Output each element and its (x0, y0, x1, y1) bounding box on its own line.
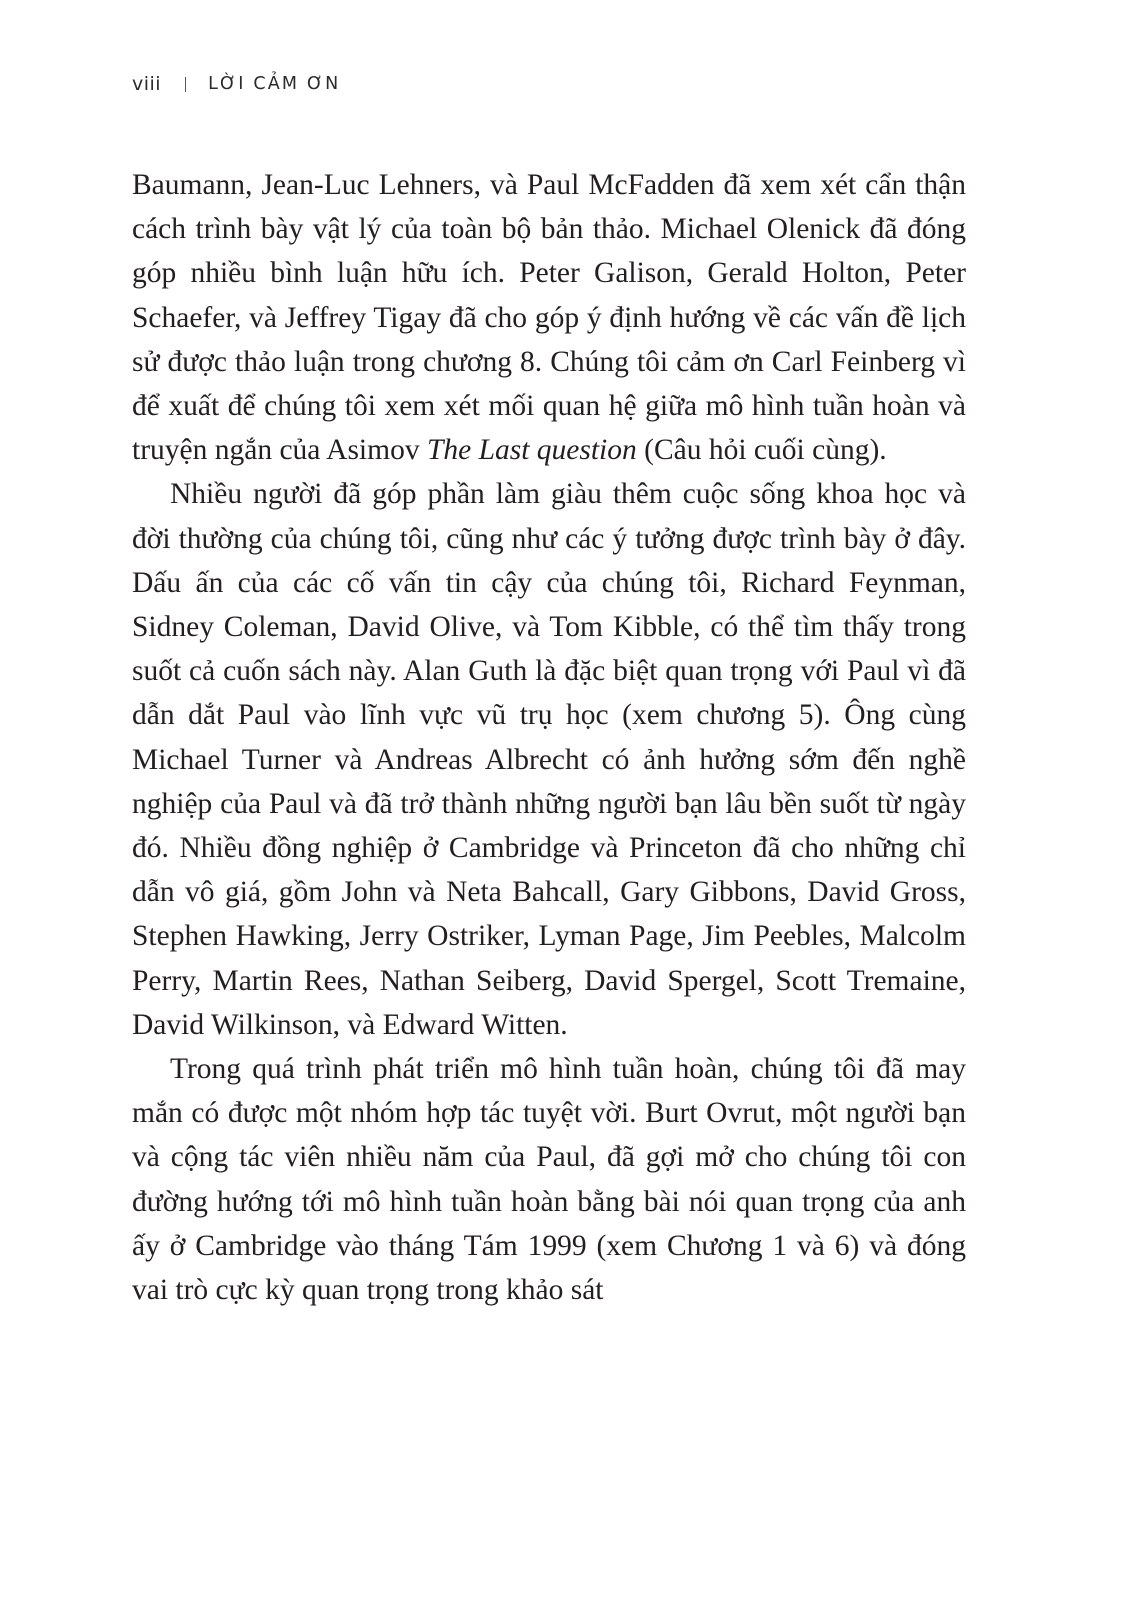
running-head (132, 70, 340, 98)
header-separator (185, 77, 186, 92)
page-number: viii (132, 73, 162, 95)
book-title: The Last question (426, 434, 637, 467)
paragraph-3: Trong quá trình phát triển mô hình tuần hoàn, chúng tôi đã may mắn có được một nhóm hợp tác tuyệt vời. Burt Ovrut, một người bạn và cộng tác viên nhiều năm của Paul, đã gợi mở cho chúng tôi con đường hướng tới mô hình tuần hoàn bằng bài nói quan trọng của anh ấy ở Cambridge vào tháng Tám 1999 (xem Chương 1 và 6) và đóng vai trò cực kỳ quan trọng trong khảo sát (132, 1053, 966, 1307)
paragraph-1-tail: (Câu hỏi cuối cùng). (636, 434, 887, 467)
body-text (132, 163, 966, 1312)
paragraph-1 (132, 163, 966, 472)
section-title: LỜI CẢM ƠN (208, 74, 341, 94)
paragraph-1-text: Baumann, Jean-Luc Lehners, và Paul McFadden đã xem xét cẩn thận cách trình bày vật lý của toàn bộ bản thảo. Michael Olenick đã đóng góp nhiều bình luận hữu ích. Peter Galison, Gerald Holton, Peter Schaefer, và Jeffrey Tigay đã cho góp ý định hướng về các vấn đề lịch sử được thảo luận trong chương 8. Chúng tôi cảm ơn Carl Feinberg vì để xuất để chúng tôi xem xét mối quan hệ giữa mô hình tuần hoàn và truyện ngắn của Asimov (132, 169, 966, 467)
paragraph-2: Nhiều người đã góp phần làm giàu thêm cuộc sống khoa học và đời thường của chúng tôi, cũng như các ý tưởng được trình bày ở đây. Dấu ấn của các cố vấn tin cậy của chúng tôi, Richard Feynman, Sidney Coleman, David Olive, và Tom Kibble, có thể tìm thấy trong suốt cả cuốn sách này. Alan Guth là đặc biệt quan trọng với Paul vì đã dẫn dắt Paul vào lĩnh vực vũ trụ học (xem chương 5). Ông cùng Michael Turner và Andreas Albrecht có ảnh hưởng sớm đến nghề nghiệp của Paul và đã trở thành những người bạn lâu bền suốt từ ngày đó. Nhiều đồng nghiệp ở Cambridge và Princeton đã cho những chỉ dẫn vô giá, gồm John và Neta Bahcall, Gary Gibbons, David Gross, Stephen Hawking, Jerry Ostriker, Lyman Page, Jim Peebles, Malcolm Perry, Martin Rees, Nathan Seiberg, David Spergel, Scott Tremaine, David Wilkinson, và Edward Witten. (132, 478, 966, 1041)
